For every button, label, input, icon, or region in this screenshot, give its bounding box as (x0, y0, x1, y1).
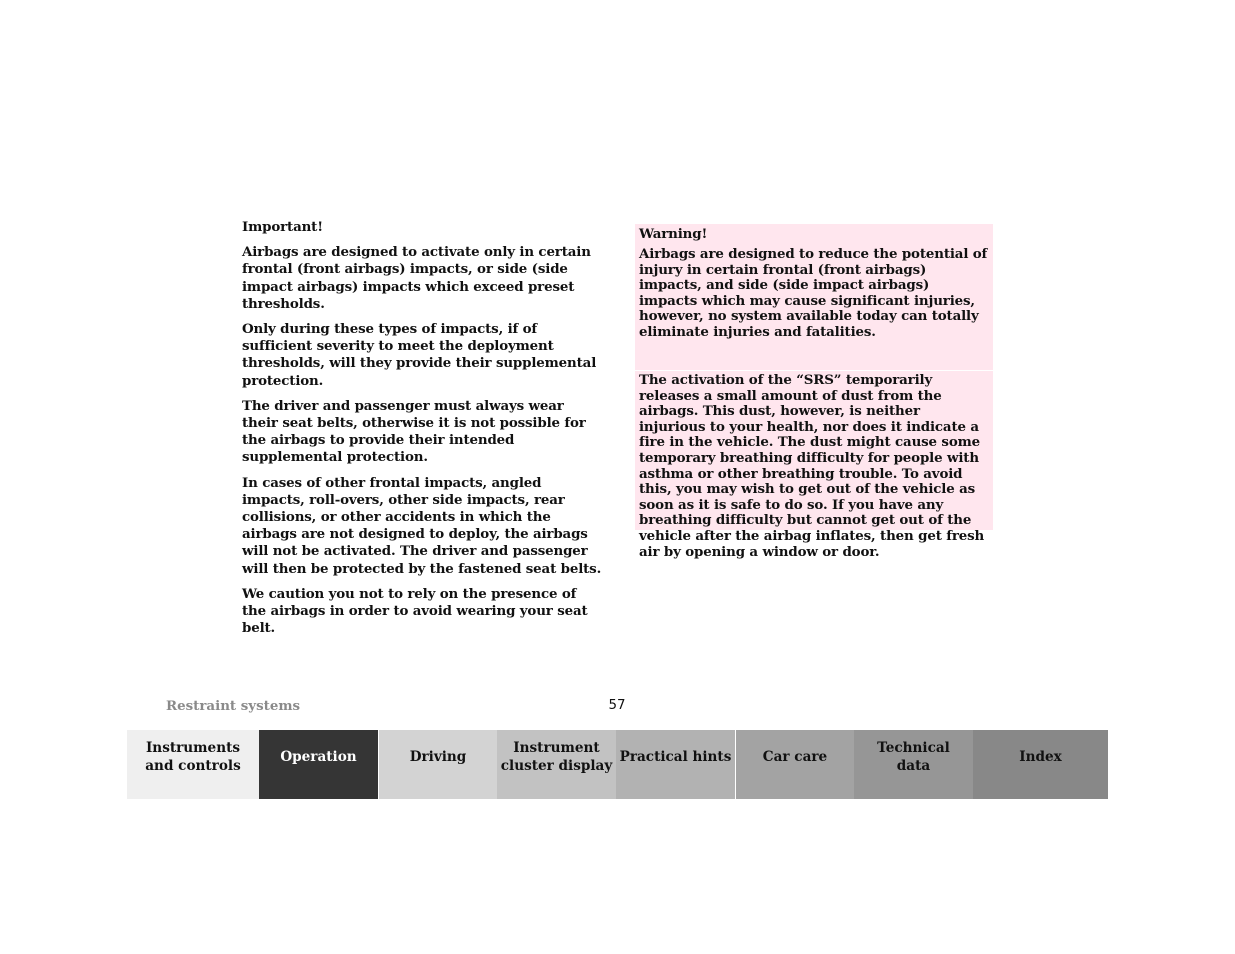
page-number: 57 (608, 698, 626, 713)
important-paragraph-5: We caution you not to rely on the presence of the airbags in order to avoid wearing your seat belt. (242, 585, 588, 637)
tab-car-care[interactable] (735, 730, 854, 799)
tab-label: Driving (409, 749, 467, 765)
tab-index[interactable] (973, 730, 1108, 799)
tab-instruments-and-controls[interactable] (127, 730, 259, 799)
section-title: Restraint systems (166, 698, 301, 714)
tab-label: Car care (762, 749, 828, 765)
tab-practical-hints[interactable] (616, 730, 735, 799)
tab-label: Operation (280, 749, 357, 765)
important-paragraph-4: In cases of other frontal impacts, angled impacts, roll-overs, other side impacts, rear collisions, or other accidents in which the airbags are not designed to deploy, the airbags will not be activated. The driver and passenger will then be protected by the fastened seat belts. (242, 474, 602, 577)
tab-label: Technical data (877, 740, 950, 774)
tab-label: Instruments and controls (145, 740, 241, 774)
tab-driving[interactable] (378, 730, 497, 799)
important-paragraph-2: Only during these types of impacts, if of sufficient severity to meet the deployment thresholds, will they provide their supplemental protection. (242, 321, 597, 389)
warning-heading: Warning! (639, 226, 708, 242)
tab-label: Practical hints (619, 749, 732, 765)
tab-technical-data[interactable] (854, 730, 973, 799)
tab-label: Instrument cluster display (500, 740, 613, 774)
warning-paragraph-2: The activation of the “SRS” temporarily releases a small amount of dust from the airbags. This dust, however, is neither injurious to your health, nor does it indicate a fire in the vehicle. The dust might cause some temporary breathing difficulty for people with asthma or other breathing trouble. To avoid this, you may wish to get out of the vehicle as soon as it is safe to do so. If you have any breathing difficulty but cannot get out of the vehicle after the airbag inflates, then get fresh air by opening a window or door. (639, 372, 985, 560)
important-heading: Important! (242, 219, 323, 235)
warning-box (635, 224, 993, 560)
tab-label: Index (1019, 749, 1062, 765)
tab-operation[interactable] (259, 730, 378, 799)
tab-instrument-cluster-display[interactable] (497, 730, 616, 799)
important-paragraph-3: The driver and passenger must always wear their seat belts, otherwise it is not possible for the airbags to provide their intended supplemental protection. (242, 397, 586, 466)
chapter-nav (127, 730, 1108, 799)
important-notes (242, 219, 604, 645)
warning-paragraph-1: Airbags are designed to reduce the potential of injury in certain frontal (front airbags) impacts, and side (side impact airbags) impacts which may cause significant injuries, however, no system available today can totally eliminate injuries and fatalities. (635, 245, 993, 371)
important-paragraph-1: Airbags are designed to activate only in certain frontal (front airbags) impacts, or side (side impact airbags) impacts which exceed preset thresholds. (242, 244, 591, 312)
